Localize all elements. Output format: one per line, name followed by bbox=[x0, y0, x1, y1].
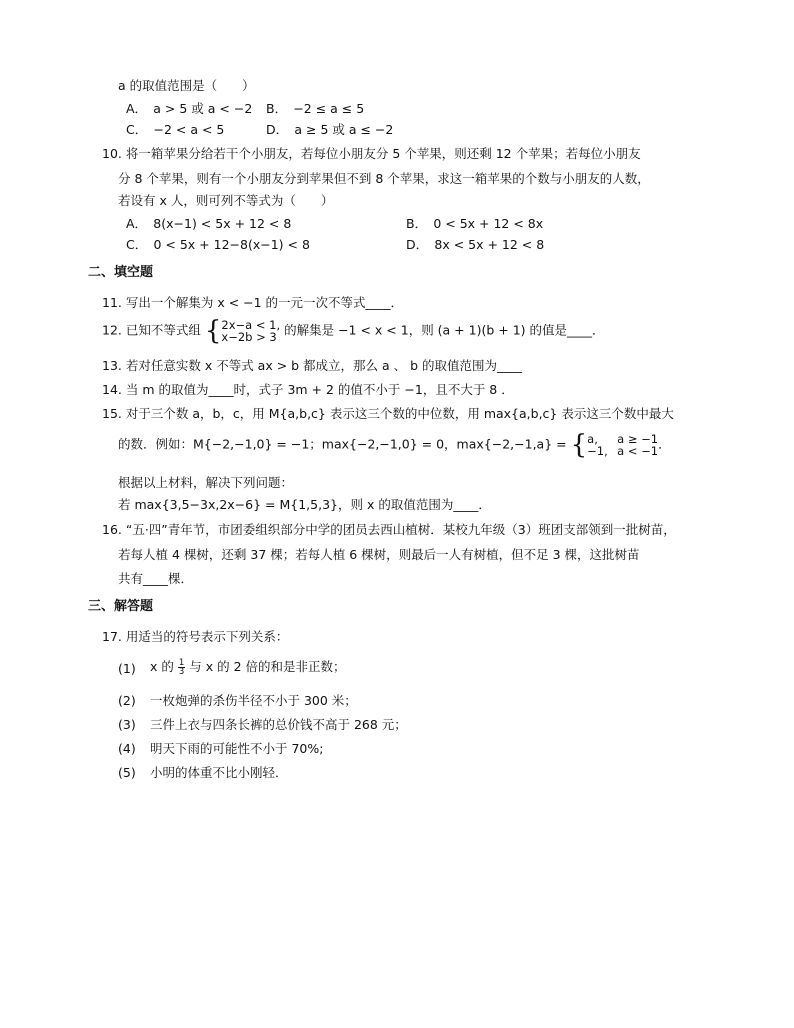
q15-line4: 若 max{3,5−3x,2x−6} = M{1,5,3}，则 x 的取值范围为____． bbox=[118, 497, 491, 512]
q12-system-row2: x−2b > 3 bbox=[221, 330, 277, 344]
q12-system-row1: 2x−a < 1, bbox=[221, 318, 281, 332]
q17-item1-label: (1) bbox=[118, 661, 136, 676]
q12 bbox=[102, 316, 605, 346]
q12-brace: { bbox=[204, 316, 222, 346]
q12-suffix: 的解集是 −1 < x < 1，则 (a + 1)(b + 1) 的值是____． bbox=[284, 322, 605, 338]
q15-line3: 根据以上材料，解决下列问题： bbox=[118, 475, 294, 490]
q10-line1: 10. 将一箱苹果分给若干个小朋友，若每位小朋友分 5 个苹果，则还剩 12 个苹果；若每位小朋友 bbox=[102, 146, 641, 161]
q15-case1-value: a, bbox=[587, 432, 598, 446]
q9-stem-tail: a 的取值范围是（ ） bbox=[118, 78, 255, 93]
q10-line2: 分 8 个苹果，则有一个小朋友分到苹果但不到 8 个苹果，求这一箱苹果的个数与小朋友的人数， bbox=[118, 171, 650, 186]
q15-line2-suffix: ． bbox=[658, 436, 671, 452]
q15-brace: { bbox=[570, 430, 588, 460]
q16-line3: 共有____棵． bbox=[118, 571, 194, 586]
q15-line2 bbox=[118, 430, 671, 460]
q9-option-c: C． −2 < a < 5 bbox=[126, 122, 225, 137]
q17-item1 bbox=[150, 657, 346, 676]
q16-line2: 若每人植 4 棵树，还剩 37 棵；若每人植 6 棵树，则最后一人有树植，但不足 3 棵，这批树苗 bbox=[118, 547, 640, 562]
q10-option-a: A． 8(x−1) < 5x + 12 < 8 bbox=[126, 216, 292, 231]
q16-line1: 16. “五·四”青年节，市团委组织部分中学的团员去西山植树．某校九年级（3）班团支部领到一批树苗， bbox=[102, 522, 676, 537]
q17-item3-label: (3) bbox=[118, 717, 136, 732]
fraction-denominator: 3 bbox=[178, 667, 185, 677]
section-solve-heading: 三、解答题 bbox=[88, 599, 154, 614]
q12-prefix: 12. 已知不等式组 bbox=[102, 322, 201, 338]
q15-cases bbox=[587, 433, 658, 457]
q15-case2-condition: a < −1 bbox=[617, 444, 659, 458]
q17-stem: 17. 用适当的符号表示下列关系： bbox=[102, 629, 289, 644]
q10-line3: 若设有 x 人，则可列不等式为（ ） bbox=[118, 193, 334, 208]
q17-item3: 三件上衣与四条长裤的总价钱不高于 268 元； bbox=[150, 717, 407, 732]
q9-option-d: D． a ≥ 5 或 a ≤ −2 bbox=[266, 122, 394, 137]
q17-item4: 明天下雨的可能性不小于 70%; bbox=[150, 741, 324, 756]
q17-item5-label: (5) bbox=[118, 765, 136, 780]
q17-item1-post: 与 x 的 2 倍的和是非正数； bbox=[189, 659, 346, 674]
fraction-numerator: 1 bbox=[178, 658, 185, 668]
q17-item2-label: (2) bbox=[118, 693, 136, 708]
section-fill-in-heading: 二、填空题 bbox=[88, 265, 154, 280]
q10-option-c: C． 0 < 5x + 12−8(x−1) < 8 bbox=[126, 237, 310, 252]
q14: 14. 当 m 的取值为____时，式子 3m + 2 的值不小于 −1，且不大于 8 ． bbox=[102, 382, 514, 397]
q9-option-b: B． −2 ≤ a ≤ 5 bbox=[266, 101, 365, 116]
one-third-fraction bbox=[178, 659, 185, 676]
q15-case2-value: −1, bbox=[587, 444, 608, 458]
q17-item5: 小明的体重不比小刚轻． bbox=[150, 765, 288, 780]
q15-case1-condition: a ≥ −1 bbox=[617, 432, 659, 446]
q10-option-d: D． 8x < 5x + 12 < 8 bbox=[406, 237, 545, 252]
q9-option-a: A． a > 5 或 a < −2 bbox=[126, 101, 253, 116]
q17-item4-label: (4) bbox=[118, 741, 136, 756]
q17-item2: 一枚炮弹的杀伤半径不小于 300 米； bbox=[150, 693, 357, 708]
q12-system bbox=[221, 319, 280, 343]
q17-item1-pre: x 的 bbox=[150, 659, 174, 674]
q10-option-b: B． 0 < 5x + 12 < 8x bbox=[406, 216, 544, 231]
q11: 11. 写出一个解集为 x < −1 的一元一次不等式____． bbox=[102, 295, 404, 310]
q15-line2-prefix: 的数．例如：M{−2,−1,0} = −1；max{−2,−1,0} = 0，max{−2,−1,a} = bbox=[118, 436, 567, 452]
q13: 13. 若对任意实数 x 不等式 ax > b 都成立，那么 a 、 b 的取值范围为____ bbox=[102, 358, 523, 373]
q15-line1: 15. 对于三个数 a，b，c，用 M{a,b,c} 表示这三个数的中位数，用 max{a,b,c} 表示这三个数中最大 bbox=[102, 406, 674, 421]
